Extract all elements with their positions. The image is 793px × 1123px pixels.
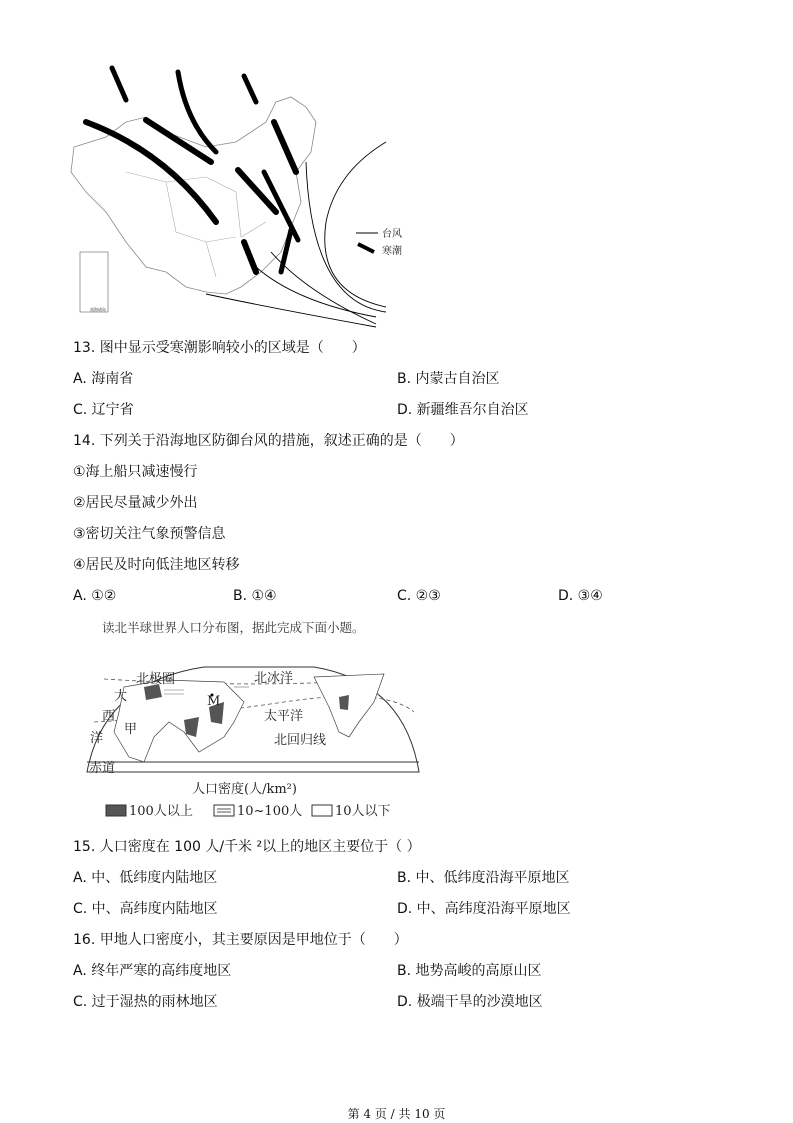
q13-stem: 13. 图中显示受寒潮影响较小的区域是（ ） [73, 340, 366, 356]
q15-option-a[interactable]: A. 中、低纬度内陆地区 [73, 870, 218, 886]
q14-stem: 14. 下列关于沿海地区防御台风的措施，叙述正确的是（ ） [73, 433, 464, 449]
label-arctic-ocean: 北冰洋 [254, 671, 294, 686]
q13-option-b[interactable]: B. 内蒙古自治区 [397, 371, 500, 387]
q13-option-a[interactable]: A. 海南省 [73, 371, 134, 387]
q14-option-c[interactable]: C. ②③ [397, 588, 441, 604]
q15-stem: 15. 人口密度在 100 人/千米 ²以上的地区主要位于（ ） [73, 839, 421, 855]
q14-option-b[interactable]: B. ①④ [233, 588, 277, 604]
q14-item-2: ②居民尽量减少外出 [73, 495, 198, 511]
q13-option-c[interactable]: C. 辽宁省 [73, 402, 134, 418]
q14-item-4: ④居民及时向低洼地区转移 [73, 557, 240, 573]
label-m: M [207, 694, 221, 709]
intro-text: 读北半球世界人口分布图，据此完成下面小题。 [102, 620, 365, 635]
q14-item-1: ①海上船只减速慢行 [73, 464, 198, 480]
q16-option-b[interactable]: B. 地势高峻的高原山区 [397, 963, 542, 979]
q16-stem: 16. 甲地人口密度小，其主要原因是甲地位于（ ） [73, 932, 408, 948]
page-footer: 第 4 页 / 共 10 页 [347, 1107, 446, 1121]
legend-cold-wave: 寒潮 [382, 246, 402, 257]
q14-item-3: ③密切关注气象预警信息 [73, 526, 226, 542]
label-jia: 甲 [124, 722, 138, 737]
q14-option-d[interactable]: D. ③④ [558, 588, 603, 604]
label-arctic-circle: 北极圈 [136, 672, 176, 687]
legend-low: 10人以下 [335, 804, 391, 819]
q16-option-c[interactable]: C. 过于湿热的雨林地区 [73, 994, 218, 1010]
label-tropic-of-cancer: 北回归线 [274, 733, 327, 748]
label-xi: 西 [102, 709, 116, 724]
q13-option-d[interactable]: D. 新疆维吾尔自治区 [397, 402, 529, 418]
q14-option-a[interactable]: A. ①② [73, 588, 117, 604]
q16-option-a[interactable]: A. 终年严寒的高纬度地区 [73, 963, 232, 979]
legend-medium: 10~100人 [237, 804, 303, 819]
china-cold-wave-typhoon-map [66, 62, 402, 330]
q16-option-d[interactable]: D. 极端干旱的沙漠地区 [397, 994, 543, 1010]
inset-box [80, 252, 108, 312]
label-yang: 洋 [90, 731, 104, 746]
inset-label: 南海诸岛 [90, 307, 106, 312]
q15-option-d[interactable]: D. 中、高纬度沿海平原地区 [397, 901, 571, 917]
label-da: 大 [114, 689, 128, 704]
label-pacific: 太平洋 [264, 709, 304, 724]
q15-option-b[interactable]: B. 中、低纬度沿海平原地区 [397, 870, 570, 886]
legend-high: 100人以上 [129, 804, 193, 819]
q15-option-c[interactable]: C. 中、高纬度内陆地区 [73, 901, 218, 917]
population-distribution-map [84, 662, 424, 822]
legend-typhoon: 台风 [382, 229, 402, 240]
label-equator: 赤道 [89, 761, 116, 776]
legend-title: 人口密度(人/km²) [192, 782, 297, 797]
